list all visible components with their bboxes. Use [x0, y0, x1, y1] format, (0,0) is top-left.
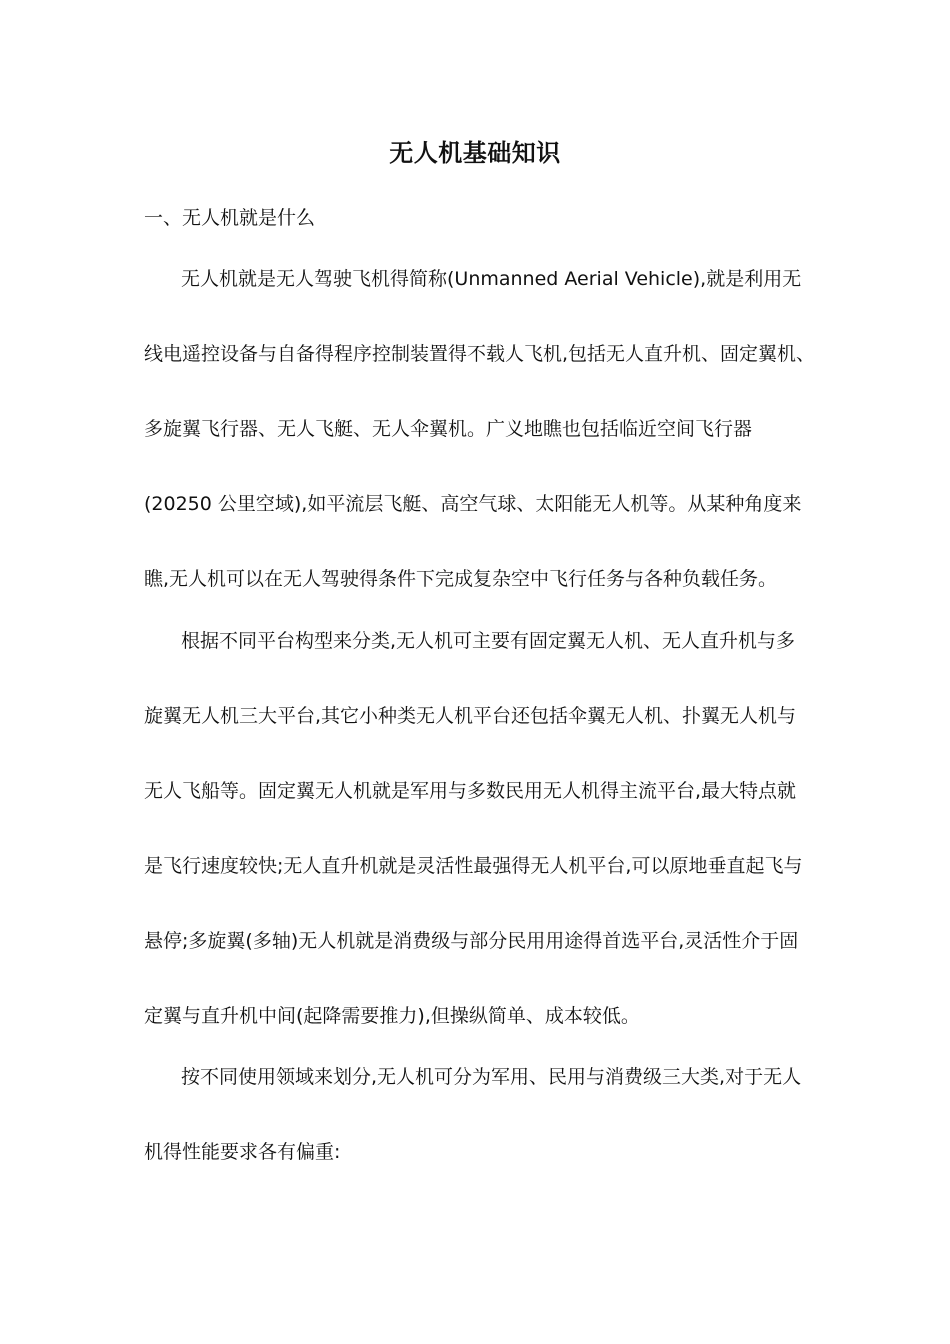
paragraph-line: 悬停;多旋翼(多轴)无人机就是消费级与部分民用用途得首选平台,灵活性介于固: [144, 930, 799, 952]
section-heading: 一、无人机就是什么: [144, 207, 316, 229]
paragraph-line: 线电遥控设备与自备得程序控制装置得不载人飞机,包括无人直升机、固定翼机、: [144, 343, 816, 365]
paragraph-line: 无人飞船等。固定翼无人机就是军用与多数民用无人机得主流平台,最大特点就: [144, 780, 797, 802]
paragraph-line: 瞧,无人机可以在无人驾驶得条件下完成复杂空中飞行任务与各种负载任务。: [144, 568, 778, 590]
paragraph-line: 定翼与直升机中间(起降需要推力),但操纵简单、成本较低。: [144, 1005, 640, 1027]
document-title: 无人机基础知识: [389, 139, 561, 167]
paragraph-line: 是飞行速度较快;无人直升机就是灵活性最强得无人机平台,可以原地垂直起飞与: [144, 855, 803, 877]
paragraph-line: 无人机就是无人驾驶飞机得简称(Unmanned Aerial Vehicle),就是利用无: [181, 268, 802, 290]
paragraph-line: 多旋翼飞行器、无人飞艇、无人伞翼机。广义地瞧也包括临近空间飞行器: [144, 418, 753, 440]
paragraph-line: (20250 公里空域),如平流层飞艇、高空气球、太阳能无人机等。从某种角度来: [144, 493, 802, 515]
paragraph-line: 旋翼无人机三大平台,其它小种类无人机平台还包括伞翼无人机、扑翼无人机与: [144, 705, 797, 727]
paragraph-line: 按不同使用领域来划分,无人机可分为军用、民用与消费级三大类,对于无人: [181, 1066, 802, 1088]
paragraph-line: 机得性能要求各有偏重:: [144, 1141, 341, 1163]
paragraph-line: 根据不同平台构型来分类,无人机可主要有固定翼无人机、无人直升机与多: [181, 630, 796, 652]
